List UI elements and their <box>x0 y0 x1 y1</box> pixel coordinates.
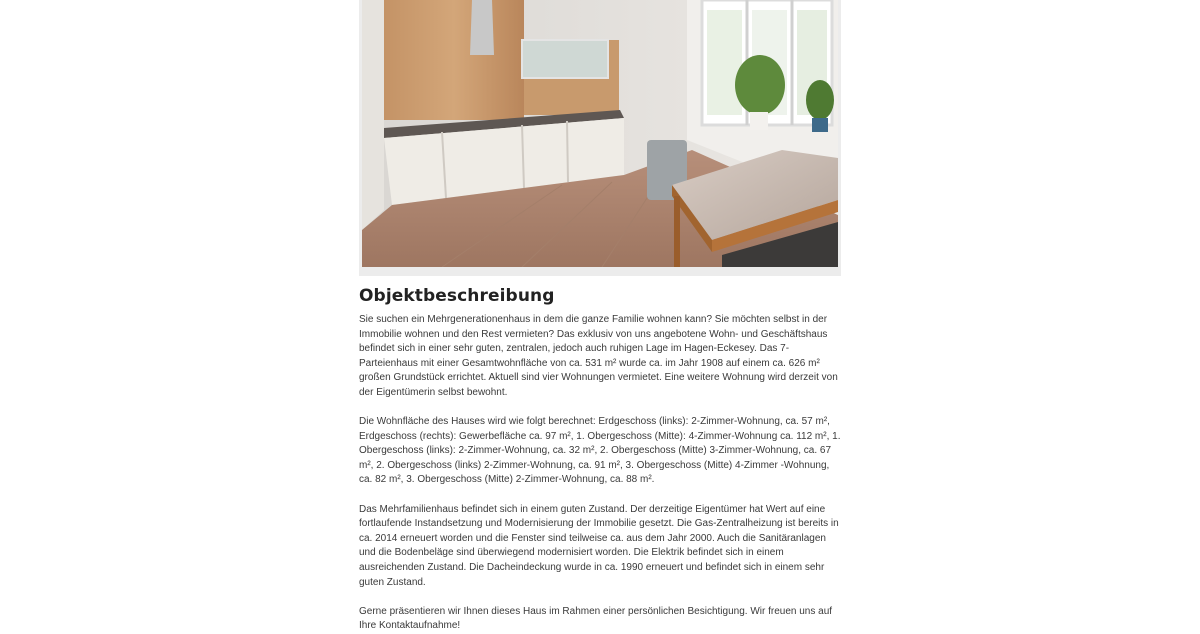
description-paragraph-2: Die Wohnfläche des Hauses wird wie folgt berechnet: Erdgeschoss (links): 2-Zimmer-Wohnung, ca. 57 m², Erdgeschoss (rechts): Gewerbefläche ca. 97 m², 1. Obergeschoss (Mitte): 4-Zimmer-Wohnung ca. 112 m², 1. Obergeschoss (links): 2-Zimmer-Wohnung, ca. 32 m², 2. Obergeschoss (Mitte) 3-Zimmer-Wohnung, ca. 67 m², 2. Obergeschoss (links) 2-Zimmer-Wohnung, ca. 91 m², 3. Obergeschoss (Mitte) 4-Zimmer -Wohnung, ca. 82 m², 3. Obergeschoss (Mitte) 2-Zimmer-Wohnung, ca. 88 m². <box>359 416 841 486</box>
kitchen-photo-image <box>362 0 838 267</box>
description-paragraph-1: Sie suchen ein Mehrgenerationenhaus in dem die ganze Familie wohnen kann? Sie möchten selbst in der Immobilie wohnen und den Rest vermieten? Das exklusiv von uns angebotene Wohn- und Geschäftshaus befindet sich in einer sehr guten, zentralen, jedoch auch ruhigen Lage im Hagen-Eckesey. Das 7-Parteienhaus mit einer Gesamtwohnfläche von ca. 531 m² wurde ca. im Jahr 1908 auf einem ca. 626 m² großen Grundstück errichtet. Aktuell sind vier Wohnungen vermietet. Eine weitere Wohnung wird derzeit von der Eigentümerin selbst bewohnt. <box>359 314 838 398</box>
section-title: Objektbeschreibung <box>359 286 555 306</box>
description-paragraph-4: Gerne präsentieren wir Ihnen dieses Haus im Rahmen einer persönlichen Besichtigung. Wir freuen uns auf Ihre Kontaktaufnahme! <box>359 605 833 632</box>
kitchen-photo <box>359 0 841 276</box>
description-paragraph-3: Das Mehrfamilienhaus befindet sich in einem guten Zustand. Der derzeitige Eigentümer hat Wert auf eine fortlaufende Instandsetzung und Modernisierung der Immobilie gesetzt. Die Gas-Zentralheizung ist bereits in ca. 2014 erneuert worden und die Fenster sind teilweise ca. aus dem Jahr 2000. Auch die Sanitäranlagen und die Bodenbeläge sind überwiegend modernisiert worden. Die Elektrik befindet sich in einem ausreichenden Zustand. Die Dacheindeckung wurde in ca. 1990 erneuert und befindet sich in einem sehr guten Zustand. <box>359 503 839 588</box>
listing-page <box>359 0 841 634</box>
